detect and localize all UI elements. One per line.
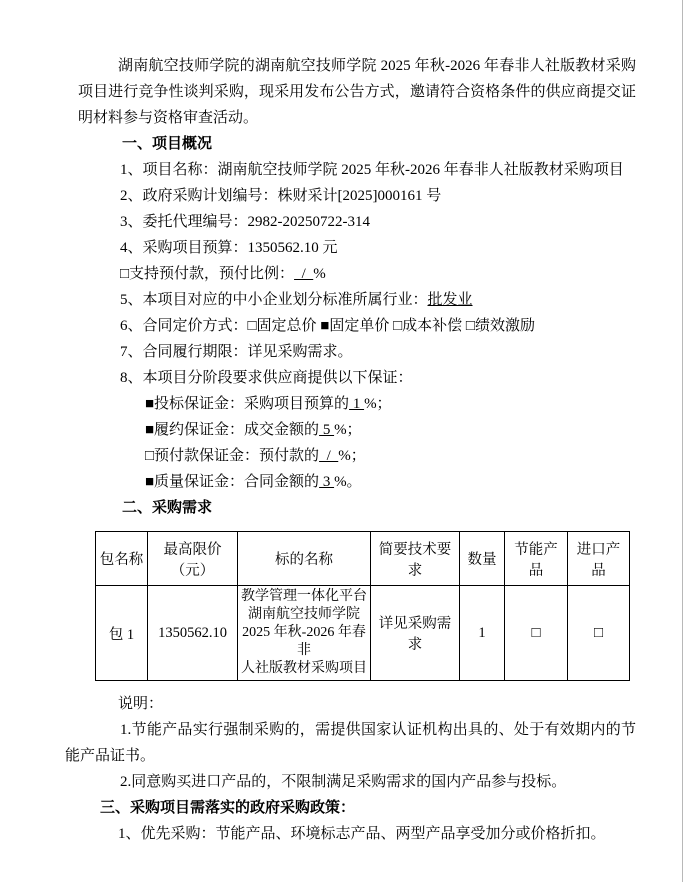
bid-guarantee-line [145, 391, 636, 417]
section1-title: 一、项目概况 [122, 136, 213, 152]
industry-prefix: 5、本项目对应的中小企业划分标准所属行业： [120, 292, 428, 308]
prepay-guarantee-suffix: %； [338, 448, 366, 464]
cell-quantity: 1 [460, 586, 505, 681]
subject-line: 教学管理一体化平台 [241, 589, 367, 604]
note-imported: 2.同意购买进口产品的，不限制满足采购需求的国内产品参与投标。 [120, 774, 567, 790]
subject-line: 湖南航空技师学院 [248, 607, 360, 622]
budget-line: 4、采购项目预算：1350562.10 元 [120, 240, 338, 256]
priority-procurement-line: 1、优先采购：节能产品、环境标志产品、两型产品享受加分或价格折扣。 [118, 826, 606, 842]
table-row [96, 586, 630, 681]
subject-line: 2025 年秋-2026 年春非 [242, 625, 366, 658]
quality-guarantee-prefix: ■质量保证金：合同金额的 [145, 474, 320, 490]
note-energy-saving: 1.节能产品实行强制采购的，需提供国家认证机构出具的、处于有效期内的节能产品证书。 [65, 722, 636, 764]
table-header-row [96, 532, 630, 586]
header-imported: 进口产品 [568, 532, 630, 586]
cell-tech-req: 详见采购需求 [371, 586, 460, 681]
section3-title: 三、采购项目需落实的政府采购政策： [100, 800, 356, 816]
header-subject: 标的名称 [238, 532, 371, 586]
quality-guarantee-suffix: %。 [334, 474, 362, 490]
prepay-guarantee-prefix: □预付款保证金：预付款的 [145, 448, 320, 464]
quality-guarantee-value: 3 [319, 474, 335, 490]
cell-max-price: 1350562.10 [148, 586, 238, 681]
energy-saving-checkbox: □ [531, 624, 541, 641]
cell-package: 包 1 [96, 586, 148, 681]
project-name-line: 1、项目名称：湖南航空技师学院 2025 年秋-2026 年春非人社版教材采购项目 [120, 162, 624, 178]
notes-label: 说明： [118, 696, 164, 712]
header-package: 包名称 [96, 532, 148, 586]
agency-number-line: 3、委托代理编号：2982-20250722-314 [120, 214, 370, 230]
quality-guarantee-line [145, 469, 636, 495]
performance-guarantee-line [145, 417, 636, 443]
industry-line [120, 287, 636, 313]
cell-subject [238, 586, 371, 681]
prepay-guarantee-line [145, 443, 636, 469]
header-max-price: 最高限价（元） [148, 532, 238, 586]
performance-guarantee-prefix: ■履约保证金：成交金额的 [145, 422, 320, 438]
prepay-line [120, 261, 636, 287]
bid-guarantee-suffix: %； [364, 396, 392, 412]
cell-energy-saving [505, 586, 568, 681]
header-quantity: 数量 [460, 532, 505, 586]
cell-imported [568, 586, 630, 681]
header-tech-req: 简要技术要求 [371, 532, 460, 586]
bid-guarantee-prefix: ■投标保证金：采购项目预算的 [145, 396, 350, 412]
guarantee-intro-line: 8、本项目分阶段要求供应商提供以下保证： [120, 370, 413, 386]
header-energy-saving: 节能产品 [505, 532, 568, 586]
plan-number-line: 2、政府采购计划编号：株财采计[2025]000161 号 [120, 188, 442, 204]
prepay-prefix: □支持预付款，预付比例： [120, 266, 295, 282]
intro-paragraph: 湖南航空技师学院的湖南航空技师学院 2025 年秋-2026 年春非人社版教材采购项目进行竞争性谈判采购，现采用发布公告方式，邀请符合资格条件的供应商提交证明材料参与资格审查活动。 [78, 58, 636, 126]
bid-guarantee-value: 1 [349, 396, 365, 412]
performance-guarantee-suffix: %； [334, 422, 362, 438]
pricing-method-line: 6、合同定价方式：□固定总价 ■固定单价 □成本补偿 □绩效激励 [120, 318, 535, 334]
subject-line: 人社版教材采购项目 [241, 661, 367, 676]
prepay-guarantee-value: / [319, 448, 339, 464]
procurement-table [95, 531, 630, 681]
contract-term-line: 7、合同履行期限：详见采购需求。 [120, 344, 353, 360]
section2-title: 二、采购需求 [122, 500, 213, 516]
industry-value: 批发业 [427, 292, 473, 308]
prepay-suffix: % [313, 266, 326, 282]
prepay-blank: / [294, 266, 314, 282]
performance-guarantee-value: 5 [319, 422, 335, 438]
import-checkbox: □ [593, 624, 604, 641]
